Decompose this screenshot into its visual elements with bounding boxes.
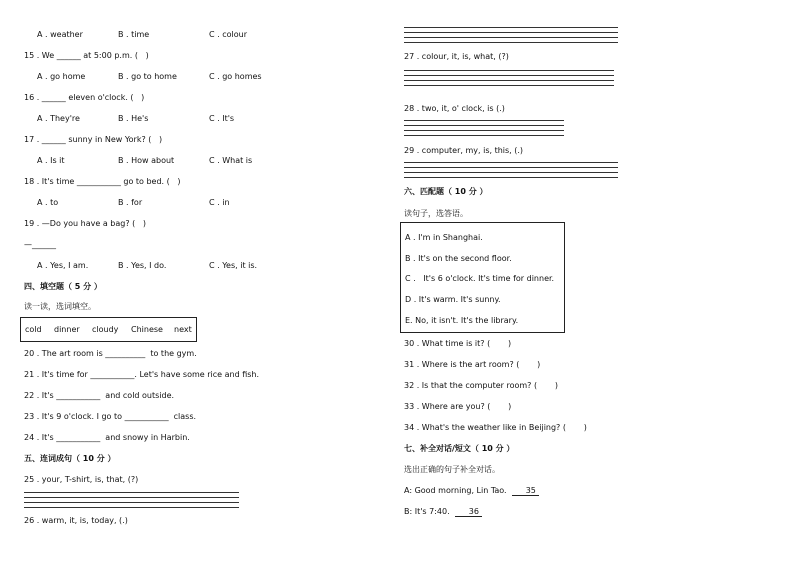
match-option-b: B . It's on the second floor.	[405, 254, 512, 263]
answer-line	[404, 42, 618, 43]
answer-line	[404, 85, 614, 86]
q29: 29 . computer, my, is, this, (.)	[404, 146, 524, 155]
answer-line	[24, 502, 239, 503]
section-7-title: 七、补全对话/短文（ 10 分 ）	[404, 444, 515, 453]
blank-number: 36	[455, 507, 482, 517]
dialogue-text: B: It's 7:40.	[404, 507, 450, 516]
q17-option-c: C . What is	[209, 156, 253, 165]
word-bank-item: dinner	[54, 325, 80, 334]
q18-option-c: C . in	[209, 198, 230, 207]
q25: 25 . your, T-shirt, is, that, (?)	[24, 475, 139, 484]
match-option-e: E. No, it isn't. It's the library.	[405, 316, 519, 325]
answer-line	[404, 75, 614, 76]
q17-stem: 17 . ______ sunny in New York? ( )	[24, 135, 163, 144]
word-bank-item: cold	[25, 325, 42, 334]
section-6-instruction: 读句子，选答语。	[404, 209, 468, 218]
answer-line	[24, 507, 239, 508]
section-5-title: 五、连词成句（ 10 分 ）	[24, 454, 116, 463]
q17-option-b: B . How about	[118, 156, 175, 165]
answer-line	[404, 130, 564, 131]
q28: 28 . two, it, o' clock, is (.)	[404, 104, 505, 113]
dialogue-text: A: Good morning, Lin Tao.	[404, 486, 507, 495]
answer-line	[24, 492, 239, 493]
q34: 34 . What's the weather like in Beijing? ( )	[404, 423, 587, 432]
q18-stem: 18 . It's time ___________ go to bed. ( )	[24, 177, 181, 186]
section-7-instruction: 选出正确的句子补全对话。	[404, 465, 500, 474]
q23: 23 . It's 9 o'clock. I go to ___________ class.	[24, 412, 197, 421]
answer-line	[404, 27, 618, 28]
match-options-box	[400, 222, 565, 333]
q14-option-c: C . colour	[209, 30, 247, 39]
q19-option-b: B . Yes, I do.	[118, 261, 167, 270]
q30: 30 . What time is it? ( )	[404, 339, 512, 348]
q15-option-a: A . go home	[37, 72, 86, 81]
answer-line	[404, 162, 618, 163]
q19-option-a: A . Yes, I am.	[37, 261, 89, 270]
q16-option-b: B . He's	[118, 114, 149, 123]
answer-line	[404, 37, 618, 38]
q27: 27 . colour, it, is, what, (?)	[404, 52, 509, 61]
word-bank-item: Chinese	[131, 325, 163, 334]
dialogue-line-b	[404, 507, 482, 517]
q22: 22 . It's ___________ and cold outside.	[24, 391, 175, 400]
word-bank-item: cloudy	[92, 325, 119, 334]
q31: 31 . Where is the art room? ( )	[404, 360, 541, 369]
q20: 20 . The art room is __________ to the gym.	[24, 349, 197, 358]
q14-option-a: A . weather	[37, 30, 83, 39]
q21: 21 . It's time for ___________. Let's have some rice and fish.	[24, 370, 260, 379]
q19-option-c: C . Yes, it is.	[209, 261, 258, 270]
q16-stem: 16 . ______ eleven o'clock. ( )	[24, 93, 145, 102]
match-option-c: C . It's 6 o'clock. It's time for dinner.	[405, 274, 555, 283]
section-6-title: 六、匹配题（ 10 分 ）	[404, 187, 488, 196]
match-option-d: D . It's warm. It's sunny.	[405, 295, 501, 304]
word-bank-item: next	[174, 325, 192, 334]
q19-answer-blank: —______	[24, 240, 56, 249]
match-option-a: A . I'm in Shanghai.	[405, 233, 483, 242]
answer-line	[404, 120, 564, 121]
dialogue-line-a	[404, 486, 539, 496]
answer-line	[404, 70, 614, 71]
answer-line	[404, 32, 618, 33]
section-4-instruction: 读一读，选词填空。	[24, 302, 96, 311]
answer-line	[404, 125, 564, 126]
q15-option-c: C . go homes	[209, 72, 262, 81]
q33: 33 . Where are you? ( )	[404, 402, 512, 411]
q16-option-c: C . It's	[209, 114, 235, 123]
q19-stem: 19 . —Do you have a bag? ( )	[24, 219, 146, 228]
q18-option-a: A . to	[37, 198, 59, 207]
word-bank	[20, 317, 197, 342]
q15-option-b: B . go to home	[118, 72, 177, 81]
answer-line	[404, 172, 618, 173]
answer-line	[404, 167, 618, 168]
q24: 24 . It's ___________ and snowy in Harbin.	[24, 433, 190, 442]
q17-option-a: A . Is it	[37, 156, 65, 165]
section-4-title: 四、填空题（ 5 分 ）	[24, 282, 102, 291]
answer-line	[404, 135, 564, 136]
q14-option-b: B . time	[118, 30, 150, 39]
q18-option-b: B . for	[118, 198, 143, 207]
answer-line	[404, 80, 614, 81]
blank-number: 35	[512, 486, 539, 496]
q16-option-a: A . They're	[37, 114, 80, 123]
answer-line	[24, 497, 239, 498]
q32: 32 . Is that the computer room? ( )	[404, 381, 558, 390]
q26: 26 . warm, it, is, today, (.)	[24, 516, 128, 525]
q15-stem: 15 . We ______ at 5:00 p.m. ( )	[24, 51, 149, 60]
answer-line	[404, 177, 618, 178]
